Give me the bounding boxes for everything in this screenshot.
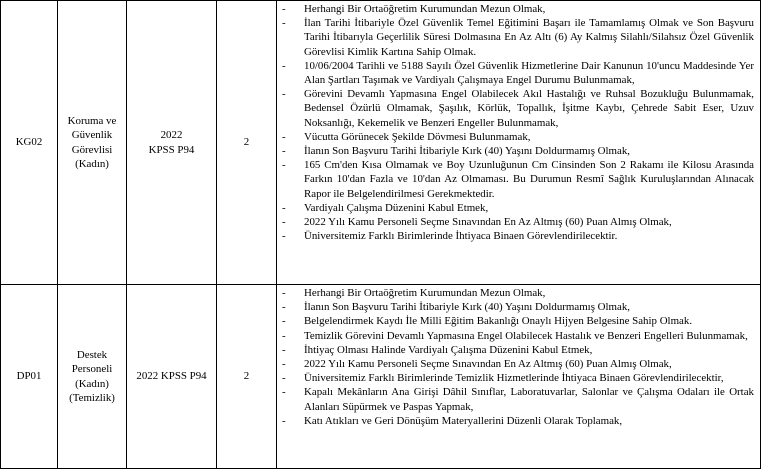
requirement-item: - Vardiyalı Çalışma Düzenini Kabul Etmek,: [282, 201, 754, 215]
exam-line: 2022 KPSS P94: [136, 370, 207, 383]
requirement-item: - İlanın Son Başvuru Tarihi İtibariyle Kırk (40) Yaşını Doldurmamış Olmak,: [282, 144, 754, 158]
position-count: 2: [217, 1, 277, 285]
requirement-item: - Görevini Devamlı Yapmasına Engel Olabilecek Akıl Hastalığı ve Ruhsal Bozukluğu Bulunmamak, Bedensel Özürlü Olmamak, Şaşılık, Körlük, Topallık, İşitme Kaybı, Çehrede Sabit Eser, Uzuv Noksanlığı, Kekemelik ve Benzeri Engeller Bulunmamak,: [282, 87, 754, 130]
requirement-item: - Belgelendirmek Kaydı İle Milli Eğitim Bakanlığı Onaylı Hijyen Belgesine Sahip Olmak.: [282, 314, 754, 328]
requirement-item: - Herhangi Bir Ortaöğretim Kurumundan Mezun Olmak,: [282, 286, 754, 300]
position-code: DP01: [1, 285, 58, 469]
requirement-item: - Katı Atıkları ve Geri Dönüşüm Materyallerini Düzenli Olarak Toplamak,: [282, 414, 754, 428]
title-line: Koruma ve: [67, 115, 117, 128]
requirement-item: - Üniversitemiz Farklı Birimlerinde İhtiyaca Binaen Görevlendirilecektir.: [282, 229, 754, 243]
requirement-item: - Herhangi Bir Ortaöğretim Kurumundan Mezun Olmak,: [282, 2, 754, 16]
exam-info: [127, 1, 217, 285]
position-title: [58, 285, 127, 469]
title-line: (Kadın): [75, 157, 109, 170]
requirements-cell: [277, 1, 761, 285]
requirement-item: - İlan Tarihi İtibariyle Özel Güvenlik Temel Eğitimini Başarı ile Tamamlamış Olmak ve Son Başvuru Tarihi İtibarıyla Geçerlilik Süresi Dolmasına En Az Altı (6) Ay Kalmış Silahlı/Silahsız Özel Güvenlik Görevlisi Kimlik Kartına Sahip Olmak.: [282, 16, 754, 59]
title-line: (Temizlik): [69, 391, 115, 404]
requirement-item: - 10/06/2004 Tarihli ve 5188 Sayılı Özel Güvenlik Hizmetlerine Dair Kanunun 10'uncu Maddesinde Yer Alan Şartları Taşımak ve Vardiyalı Çalışmaya Engel Durumu Bulunmamak,: [282, 59, 754, 87]
title-line: Personeli: [71, 363, 113, 376]
requirement-item: - Üniversitemiz Farklı Birimlerinde Temizlik Hizmetlerinde İhtiyaca Binaen Görevlendirilecektir,: [282, 371, 754, 385]
requirements-cell: [277, 285, 761, 469]
title-line: Görevlisi: [71, 143, 113, 156]
title-line: (Kadın): [75, 377, 109, 390]
requirement-item: - 165 Cm'den Kısa Olmamak ve Boy Uzunluğunun Cm Cinsinden Son 2 Rakamı ile Kilosu Arasında Farkın 10'dan Fazla ve 10'dan Az Olmaması. Bu Durumun Resmî Sağlık Kuruluşlarından Alınacak Rapor ile Belgelendirilmesi Gerekmektedir.: [282, 158, 754, 201]
title-line: Destek: [76, 349, 108, 362]
exam-info: [127, 285, 217, 469]
position-count: 2: [217, 285, 277, 469]
requirements-list: [282, 286, 754, 428]
title-line: Güvenlik: [71, 129, 113, 142]
position-title: [58, 1, 127, 285]
requirements-list: [282, 2, 754, 243]
requirement-item: - 2022 Yılı Kamu Personeli Seçme Sınavından En Az Altmış (60) Puan Almış Olmak,: [282, 357, 754, 371]
position-code: KG02: [1, 1, 58, 285]
requirement-item: - İlanın Son Başvuru Tarihi İtibariyle Kırk (40) Yaşını Doldurmamış Olmak,: [282, 300, 754, 314]
requirement-item: - 2022 Yılı Kamu Personeli Seçme Sınavından En Az Altmış (60) Puan Almış Olmak,: [282, 215, 754, 229]
table-row: [1, 1, 761, 285]
requirement-item: - Temizlik Görevini Devamlı Yapmasına Engel Olabilecek Hastalık ve Benzeri Engelleri Bulunmamak,: [282, 329, 754, 343]
table-row: [1, 285, 761, 469]
exam-line: 2022: [160, 129, 183, 142]
requirement-item: - Vücutta Görünecek Şekilde Dövmesi Bulunmamak,: [282, 130, 754, 144]
requirement-item: - İhtiyaç Olması Halinde Vardiyalı Çalışma Düzenini Kabul Etmek,: [282, 343, 754, 357]
requirement-item: - Kapalı Mekânların Ana Girişi Dâhil Sınıflar, Laboratuvarlar, Salonlar ve Çalışma Odaları ile Ortak Alanları Süpürmek ve Paspas Yapmak,: [282, 385, 754, 413]
exam-line: KPSS P94: [148, 143, 195, 156]
